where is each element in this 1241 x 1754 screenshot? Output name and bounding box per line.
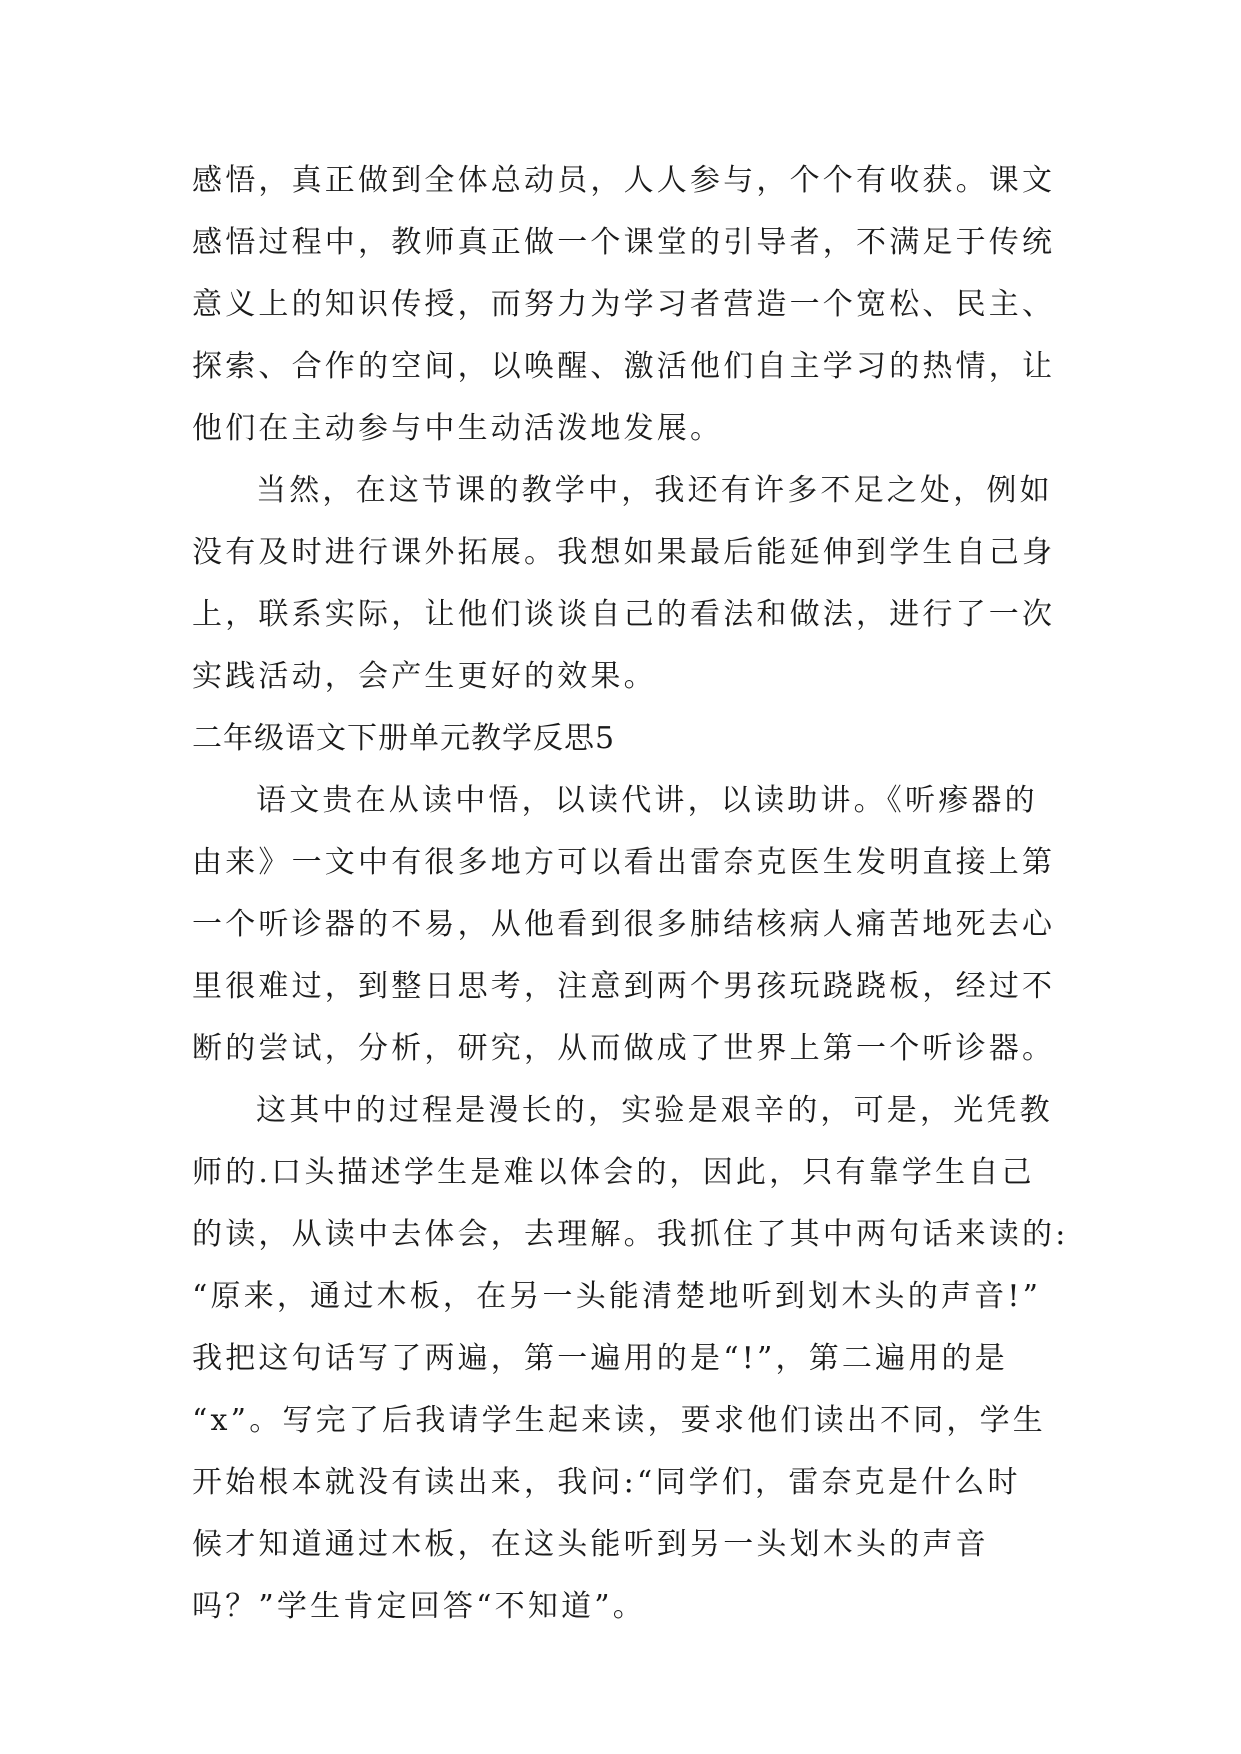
paragraph-first-line: 这其中的过程是漫长的，实验是艰辛的，可是，光凭教: [256, 1093, 1053, 1128]
text-line: 由来》一文中有很多地方可以看出雷奈克医生发明直接上第: [192, 845, 1056, 880]
text-line: 开始根本就没有读出来，我问:“同学们，雷奈克是什么时: [192, 1465, 1021, 1500]
section-heading: 二年级语文下册单元教学反思5: [192, 721, 616, 756]
text-line: 感悟，真正做到全体总动员，人人参与，个个有收获。课文: [192, 163, 1056, 198]
text-line: 他们在主动参与中生动活泼地发展。: [192, 411, 724, 446]
text-line: 师的.口头描述学生是难以体会的，因此，只有靠学生自己: [192, 1155, 1035, 1190]
text-line: 上，联系实际，让他们谈谈自己的看法和做法，进行了一次: [192, 597, 1056, 632]
text-line: 感悟过程中，教师真正做一个课堂的引导者，不满足于传统: [192, 225, 1056, 260]
text-line: 候才知道通过木板，在这头能听到另一头划木头的声音: [192, 1527, 989, 1562]
text-line: 里很难过，到整日思考，注意到两个男孩玩跷跷板，经过不: [192, 969, 1056, 1004]
document-body: [192, 150, 1072, 1638]
text-line: 一个听诊器的不易，从他看到很多肺结核病人痛苦地死去心: [192, 907, 1056, 942]
text-line: 意义上的知识传授，而努力为学习者营造一个宽松、民主、: [192, 287, 1056, 322]
text-line: 断的尝试，分析，研究，从而做成了世界上第一个听诊器。: [192, 1031, 1056, 1066]
text-line: 的读，从读中去体会，去理解。我抓住了其中两句话来读的:: [192, 1217, 1069, 1252]
paragraph-first-line: 当然，在这节课的教学中，我还有许多不足之处，例如: [256, 473, 1053, 508]
text-line: “原来，通过木板，在另一头能清楚地听到划木头的声音!”: [192, 1279, 1042, 1314]
text-line: “x”。写完了后我请学生起来读，要求他们读出不同，学生: [192, 1403, 1046, 1438]
paragraph-first-line: 语文贵在从读中悟，以读代讲，以读助讲。《听瘆器的: [256, 783, 1038, 818]
text-line: 我把这句话写了两遍，第一遍用的是“!”，第二遍用的是: [192, 1341, 1008, 1376]
text-line: 没有及时进行课外拓展。我想如果最后能延伸到学生自己身: [192, 535, 1056, 570]
text-line: 实践活动，会产生更好的效果。: [192, 659, 657, 694]
text-line: 探索、合作的空间，以唤醒、激活他们自主学习的热情，让: [192, 349, 1056, 384]
text-line: 吗？”学生肯定回答“不知道”。: [192, 1589, 647, 1624]
